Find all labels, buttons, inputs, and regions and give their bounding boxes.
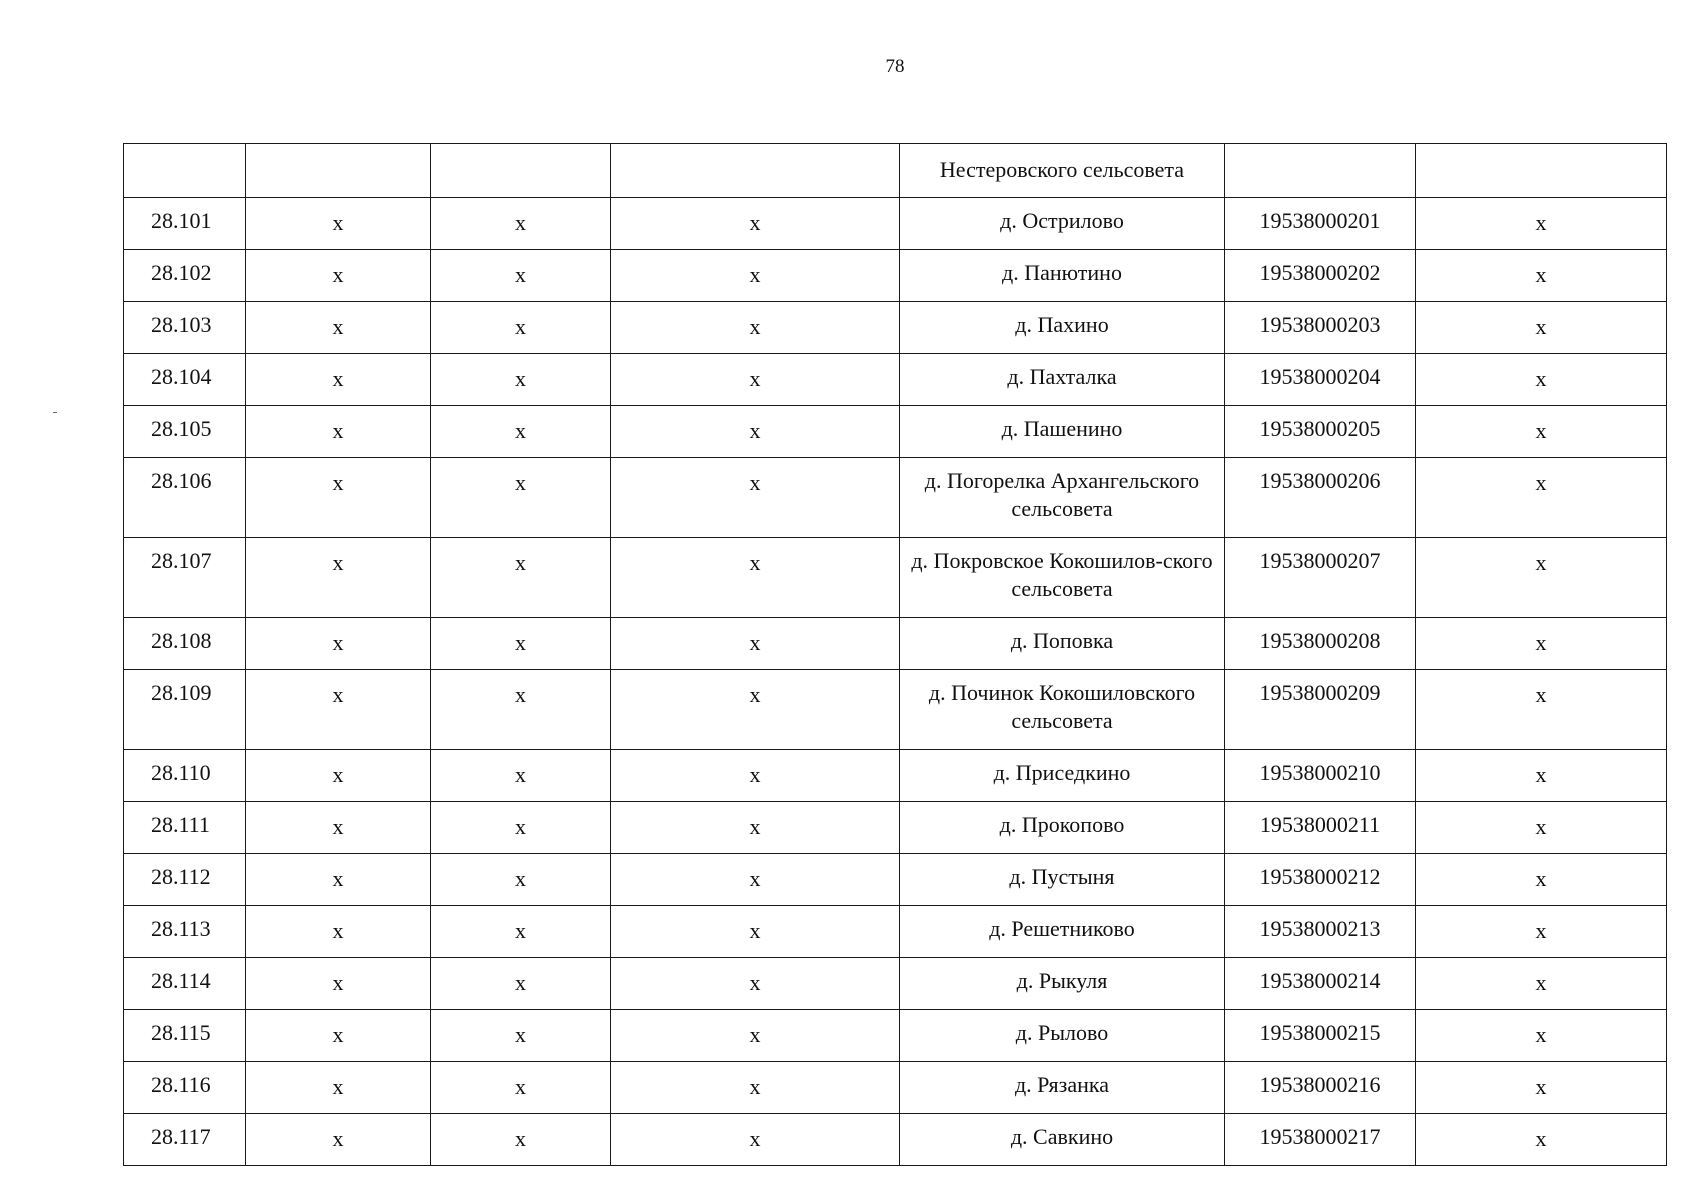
- cell-col1: x: [246, 854, 431, 906]
- cell-code: 19538000217: [1225, 1114, 1416, 1166]
- cell-col3: x: [611, 750, 900, 802]
- table-row: [124, 1010, 1667, 1062]
- scan-mark: [53, 412, 57, 413]
- cell-col3: x: [611, 458, 900, 538]
- cell-code: 19538000212: [1225, 854, 1416, 906]
- cell-settlement-name: д. Пахино: [900, 302, 1225, 354]
- cell-col3: x: [611, 906, 900, 958]
- cell-col1: x: [246, 354, 431, 406]
- cell-number: 28.110: [124, 750, 246, 802]
- cell-number: 28.109: [124, 670, 246, 750]
- cell-col2: x: [431, 1010, 611, 1062]
- table-row: [124, 958, 1667, 1010]
- cell-code: 19538000205: [1225, 406, 1416, 458]
- cell-settlement-name: д. Погорелка Архангельского сельсовета: [900, 458, 1225, 538]
- settlements-table: [123, 143, 1667, 1166]
- cell-col3: x: [611, 618, 900, 670]
- cell-settlement-name: Нестеровского сельсовета: [900, 144, 1225, 198]
- cell-code: 19538000204: [1225, 354, 1416, 406]
- cell-settlement-name: д. Панютино: [900, 250, 1225, 302]
- cell-settlement-name: д. Приседкино: [900, 750, 1225, 802]
- cell-col1: x: [246, 458, 431, 538]
- cell-col3: x: [611, 538, 900, 618]
- cell-settlement-name: д. Савкино: [900, 1114, 1225, 1166]
- cell-settlement-name: д. Рылово: [900, 1010, 1225, 1062]
- cell-col4: x: [1416, 750, 1667, 802]
- cell-col3: x: [611, 1114, 900, 1166]
- cell-col1: x: [246, 750, 431, 802]
- cell-col1: x: [246, 250, 431, 302]
- cell-col3: x: [611, 302, 900, 354]
- cell-number: 28.102: [124, 250, 246, 302]
- cell-col4: x: [1416, 854, 1667, 906]
- cell-code: 19538000210: [1225, 750, 1416, 802]
- cell-settlement-name: д. Поповка: [900, 618, 1225, 670]
- table-row: [124, 458, 1667, 538]
- cell-code: 19538000202: [1225, 250, 1416, 302]
- cell-col4: x: [1416, 354, 1667, 406]
- cell-col2: x: [431, 250, 611, 302]
- table-row: [124, 670, 1667, 750]
- table-row: [124, 618, 1667, 670]
- cell-col2: x: [431, 1062, 611, 1114]
- cell-number: 28.115: [124, 1010, 246, 1062]
- table-row: [124, 906, 1667, 958]
- cell-col3: x: [611, 958, 900, 1010]
- cell-col1: x: [246, 198, 431, 250]
- cell-col2: x: [431, 198, 611, 250]
- cell-col2: x: [431, 958, 611, 1010]
- cell-settlement-name: д. Пустыня: [900, 854, 1225, 906]
- cell-col4: x: [1416, 1114, 1667, 1166]
- cell-col2: x: [431, 302, 611, 354]
- table-row: [124, 250, 1667, 302]
- cell-settlement-name: д. Пашенино: [900, 406, 1225, 458]
- cell-col3: x: [611, 198, 900, 250]
- cell-number: 28.104: [124, 354, 246, 406]
- cell-col2: x: [431, 406, 611, 458]
- cell-col2: x: [431, 538, 611, 618]
- cell-settlement-name: д. Прокопово: [900, 802, 1225, 854]
- cell-settlement-name: д. Рязанка: [900, 1062, 1225, 1114]
- cell-number: 28.107: [124, 538, 246, 618]
- cell-col2: x: [431, 670, 611, 750]
- cell-settlement-name: д. Рыкуля: [900, 958, 1225, 1010]
- cell-col2: x: [431, 906, 611, 958]
- cell-col4: x: [1416, 302, 1667, 354]
- cell-settlement-name: д. Покровское Кокошилов-ского сельсовета: [900, 538, 1225, 618]
- cell-col2: x: [431, 618, 611, 670]
- cell-col2: x: [431, 1114, 611, 1166]
- cell-col4: x: [1416, 198, 1667, 250]
- cell-code: 19538000201: [1225, 198, 1416, 250]
- cell-col3: x: [611, 1062, 900, 1114]
- cell-number: 28.117: [124, 1114, 246, 1166]
- cell-col1: x: [246, 406, 431, 458]
- cell-code: [1225, 144, 1416, 198]
- cell-number: 28.116: [124, 1062, 246, 1114]
- cell-col2: x: [431, 354, 611, 406]
- table-row: [124, 406, 1667, 458]
- cell-col3: x: [611, 802, 900, 854]
- cell-code: 19538000206: [1225, 458, 1416, 538]
- cell-col4: x: [1416, 670, 1667, 750]
- cell-col1: x: [246, 958, 431, 1010]
- cell-col2: x: [431, 750, 611, 802]
- cell-number: 28.101: [124, 198, 246, 250]
- cell-col1: x: [246, 670, 431, 750]
- cell-col1: x: [246, 1114, 431, 1166]
- cell-col2: x: [431, 802, 611, 854]
- cell-col1: x: [246, 302, 431, 354]
- cell-col2: x: [431, 854, 611, 906]
- table-row: [124, 302, 1667, 354]
- cell-col4: x: [1416, 802, 1667, 854]
- table-row: [124, 802, 1667, 854]
- cell-number: 28.105: [124, 406, 246, 458]
- page-number: 78: [885, 56, 905, 77]
- cell-col4: x: [1416, 406, 1667, 458]
- cell-col3: x: [611, 354, 900, 406]
- cell-col3: x: [611, 854, 900, 906]
- cell-number: 28.103: [124, 302, 246, 354]
- cell-col1: [246, 144, 431, 198]
- cell-number: 28.108: [124, 618, 246, 670]
- cell-code: 19538000215: [1225, 1010, 1416, 1062]
- cell-code: 19538000207: [1225, 538, 1416, 618]
- table-row: [124, 750, 1667, 802]
- table-row-continuation: [124, 144, 1667, 198]
- cell-col2: x: [431, 458, 611, 538]
- cell-col1: x: [246, 1062, 431, 1114]
- table-row: [124, 1114, 1667, 1166]
- cell-col1: x: [246, 906, 431, 958]
- cell-col1: x: [246, 1010, 431, 1062]
- table-row: [124, 198, 1667, 250]
- cell-col1: x: [246, 538, 431, 618]
- cell-code: 19538000211: [1225, 802, 1416, 854]
- cell-col4: [1416, 144, 1667, 198]
- cell-col4: x: [1416, 618, 1667, 670]
- cell-number: [124, 144, 246, 198]
- table-body: [124, 144, 1667, 1166]
- cell-code: 19538000208: [1225, 618, 1416, 670]
- table-row: [124, 1062, 1667, 1114]
- table-row: [124, 538, 1667, 618]
- cell-settlement-name: д. Острилово: [900, 198, 1225, 250]
- cell-number: 28.112: [124, 854, 246, 906]
- cell-col3: x: [611, 406, 900, 458]
- cell-code: 19538000214: [1225, 958, 1416, 1010]
- cell-col2: [431, 144, 611, 198]
- cell-settlement-name: д. Починок Кокошиловского сельсовета: [900, 670, 1225, 750]
- cell-number: 28.111: [124, 802, 246, 854]
- cell-number: 28.113: [124, 906, 246, 958]
- cell-col3: x: [611, 250, 900, 302]
- cell-col1: x: [246, 618, 431, 670]
- cell-col4: x: [1416, 1010, 1667, 1062]
- cell-col4: x: [1416, 1062, 1667, 1114]
- cell-col1: x: [246, 802, 431, 854]
- cell-col4: x: [1416, 458, 1667, 538]
- cell-code: 19538000213: [1225, 906, 1416, 958]
- cell-number: 28.106: [124, 458, 246, 538]
- cell-col4: x: [1416, 538, 1667, 618]
- cell-col4: x: [1416, 958, 1667, 1010]
- cell-col4: x: [1416, 906, 1667, 958]
- cell-col3: [611, 144, 900, 198]
- cell-settlement-name: д. Пахталка: [900, 354, 1225, 406]
- table-row: [124, 854, 1667, 906]
- cell-code: 19538000209: [1225, 670, 1416, 750]
- cell-col3: x: [611, 670, 900, 750]
- cell-col4: x: [1416, 250, 1667, 302]
- cell-number: 28.114: [124, 958, 246, 1010]
- cell-col3: x: [611, 1010, 900, 1062]
- table-row: [124, 354, 1667, 406]
- cell-settlement-name: д. Решетниково: [900, 906, 1225, 958]
- cell-code: 19538000216: [1225, 1062, 1416, 1114]
- cell-code: 19538000203: [1225, 302, 1416, 354]
